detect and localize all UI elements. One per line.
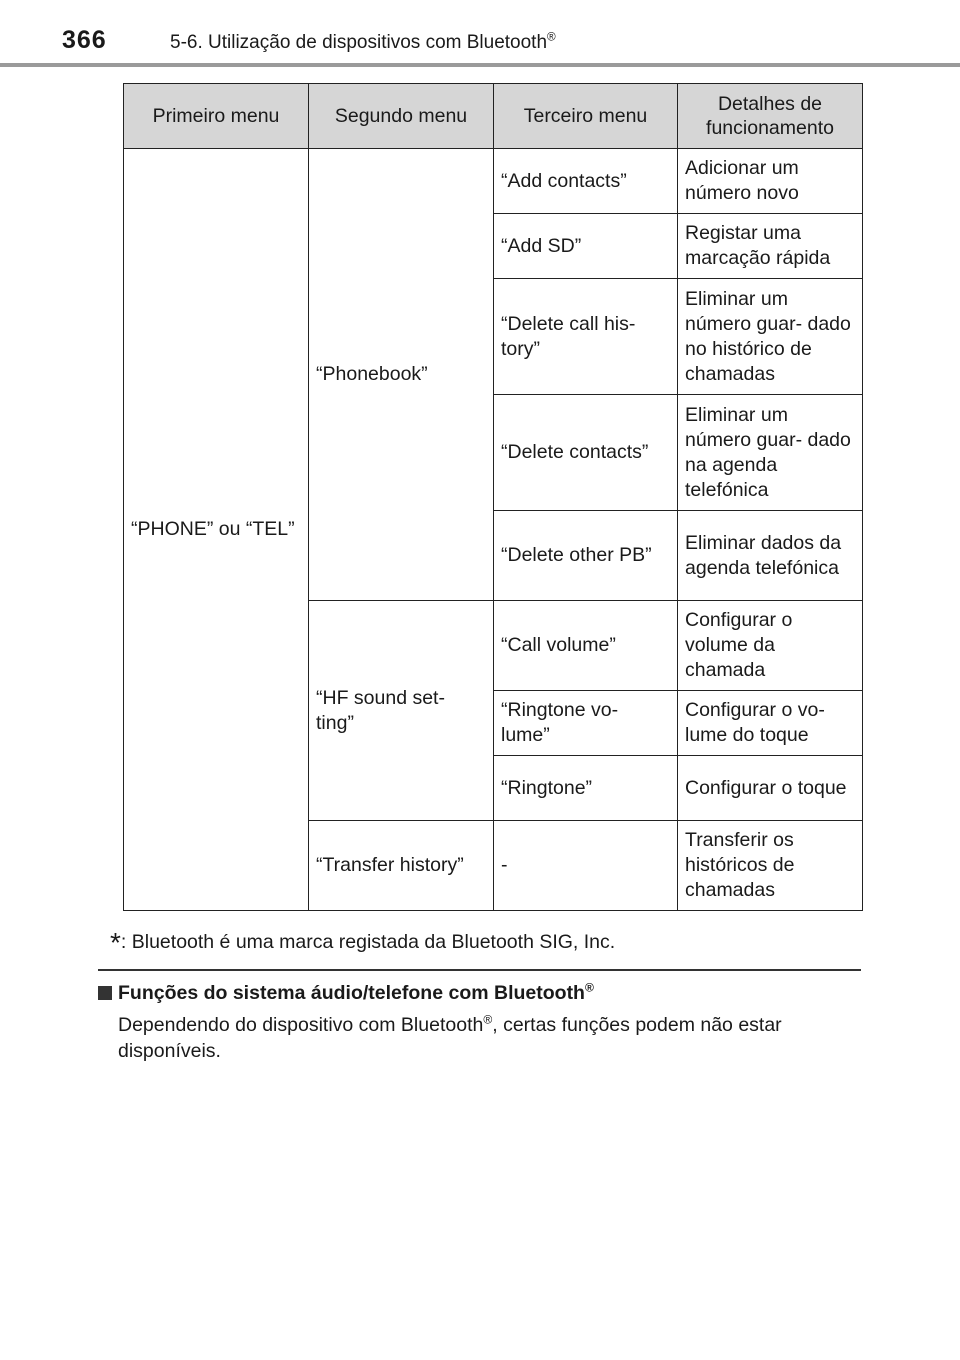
detail-cell: Configurar o volume da chamada [678, 601, 863, 691]
third-menu-cell: “Delete contacts” [494, 395, 678, 511]
detail-cell: Eliminar dados da agenda telefónica [678, 511, 863, 601]
detail-cell: Eliminar um número guar- dado no histórico de chamadas [678, 279, 863, 395]
detail-cell: Registar uma marcação rápida [678, 214, 863, 279]
body-text-start: Dependendo do dispositivo com Bluetooth [118, 1014, 484, 1036]
header-rule [0, 63, 960, 67]
second-menu-transfer: “Transfer history” [309, 821, 494, 911]
header-third-menu: Terceiro menu [494, 84, 678, 149]
square-bullet-icon [98, 986, 112, 1000]
section-divider [98, 969, 861, 971]
footnote-marker: * [110, 927, 121, 958]
header-first-menu: Primeiro menu [124, 84, 309, 149]
header-details: Detalhes de funcionamento [678, 84, 863, 149]
first-menu-cell: “PHONE” ou “TEL” [124, 149, 309, 911]
detail-cell: Transferir os históricos de chamadas [678, 821, 863, 911]
detail-cell: Adicionar um número novo [678, 149, 863, 214]
registered-mark: ® [584, 980, 594, 995]
third-menu-cell: “Call volume” [494, 601, 678, 691]
detail-cell: Configurar o vo- lume do toque [678, 691, 863, 756]
body-text-end: , certas funções podem não estar disponíveis. [118, 1014, 782, 1062]
third-menu-cell: - [494, 821, 678, 911]
footnote [110, 923, 616, 958]
detail-cell: Configurar o toque [678, 756, 863, 821]
section-title-text: 5-6. Utilização de dispositivos com Bluetooth [170, 32, 548, 53]
page-header [0, 0, 960, 68]
page-number: 366 [62, 26, 107, 54]
header-second-menu: Segundo menu [309, 84, 494, 149]
section-title [170, 32, 556, 54]
third-menu-cell: “Ringtone” [494, 756, 678, 821]
second-menu-phonebook: “Phonebook” [309, 149, 494, 601]
menu-table [123, 83, 863, 911]
third-menu-cell: “Delete other PB” [494, 511, 678, 601]
section-heading [98, 982, 594, 1005]
second-menu-hf-sound: “HF sound set- ting” [309, 601, 494, 821]
table-header-row [124, 84, 863, 149]
footnote-text: : Bluetooth é uma marca registada da Bluetooth SIG, Inc. [120, 931, 616, 953]
detail-cell: Eliminar um número guar- dado na agenda telefónica [678, 395, 863, 511]
third-menu-cell: “Add SD” [494, 214, 678, 279]
third-menu-cell: “Add contacts” [494, 149, 678, 214]
registered-mark: ® [483, 1012, 493, 1027]
section-heading-text: Funções do sistema áudio/telefone com Bluetooth [118, 982, 585, 1004]
third-menu-cell: “Delete call his- tory” [494, 279, 678, 395]
third-menu-cell: “Ringtone vo- lume” [494, 691, 678, 756]
table-row [124, 149, 863, 214]
registered-mark: ® [547, 30, 556, 44]
section-body [118, 1012, 860, 1064]
